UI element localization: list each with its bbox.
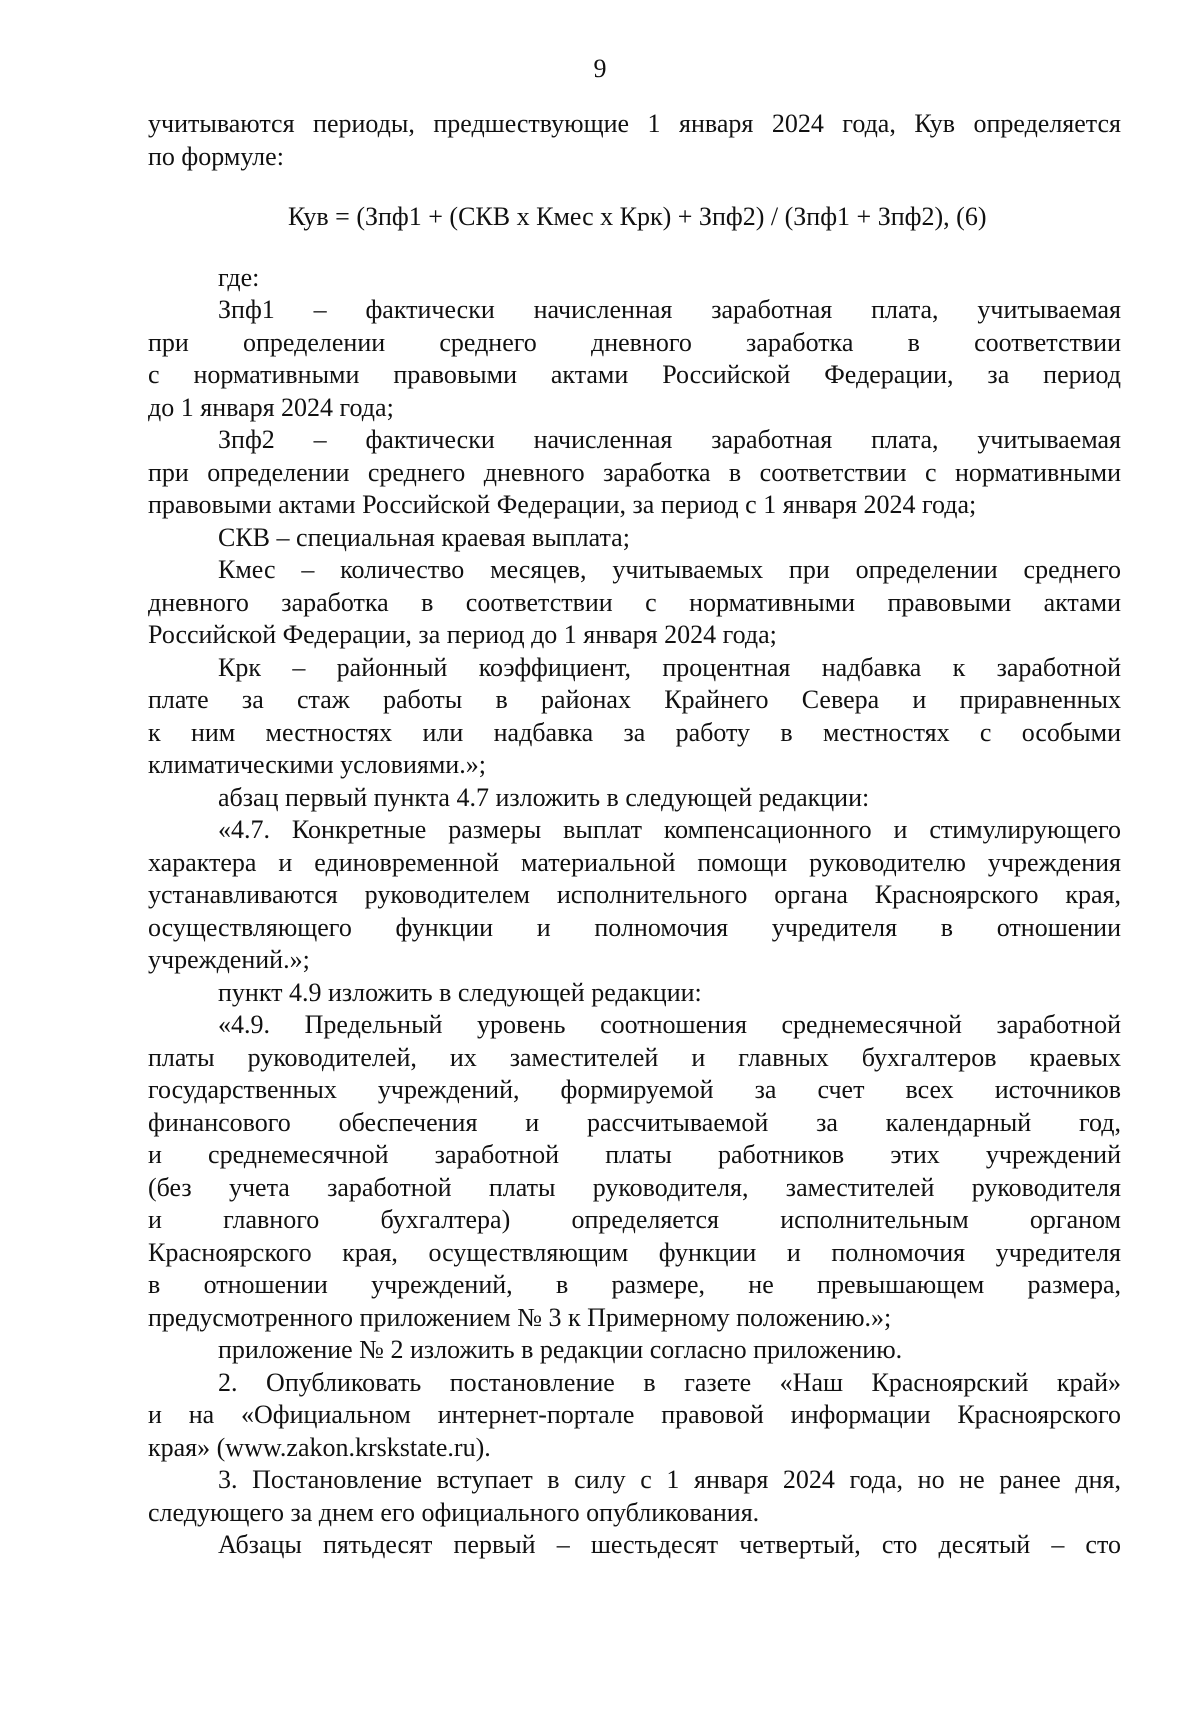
text-line: предусмотренного приложением № 3 к Примерному положению.»;	[148, 1302, 892, 1332]
paragraph-kmes-definition	[148, 554, 1121, 652]
paragraph-zpf1-definition	[148, 294, 1121, 424]
text-line: пункт 4.9 изложить в следующей редакции:	[218, 977, 702, 1007]
paragraph-item-4-9-intro	[148, 977, 1121, 1010]
formula-6: Кув = (Зпф1 + (СКВ х Кмес х Крк) + Зпф2) / (Зпф1 + Зпф2), (6)	[288, 202, 987, 231]
document-body	[148, 108, 1121, 1562]
paragraph-abzacy	[148, 1529, 1121, 1562]
paragraph-skv-definition	[148, 522, 1121, 555]
text-line: абзац первый пункта 4.7 изложить в следующей редакции:	[218, 782, 870, 812]
text-line: СКВ – специальная краевая выплата;	[218, 522, 630, 552]
paragraph-krk-definition	[148, 652, 1121, 782]
text-line: Кмес – количество месяцев, учитываемых при определении среднего	[218, 555, 1121, 584]
text-line: и на «Официальном интернет-портале правовой информации Красноярского	[148, 1400, 1121, 1429]
paragraph-item-4-7-intro	[148, 782, 1121, 815]
text-line: финансового обеспечения и рассчитываемой за календарный год,	[148, 1107, 1121, 1137]
text-line: «4.9. Предельный уровень соотношения среднемесячной заработной	[218, 1010, 1121, 1039]
text-line: Красноярского края, осуществляющим функции и полномочия учредителя	[148, 1237, 1121, 1267]
paragraph-item-3	[148, 1464, 1121, 1529]
text-line: приложение № 2 изложить в редакции согласно приложению.	[218, 1335, 903, 1364]
paragraph-intro	[148, 108, 1121, 173]
text-line: устанавливаются руководителем исполнительного органа Красноярского края,	[148, 880, 1121, 909]
text-line: Абзацы пятьдесят первый – шестьдесят четвертый, сто десятый – сто	[218, 1530, 1121, 1559]
text-line: плате за стаж работы в районах Крайнего Севера и приравненных	[148, 685, 1121, 714]
text-line: дневного заработка в соответствии с нормативными правовыми актами	[148, 587, 1121, 617]
text-line: Российской Федерации, за период до 1 января 2024 года;	[148, 620, 777, 649]
text-line: с нормативными правовыми актами Российской Федерации, за период	[148, 360, 1121, 389]
text-line: Зпф1 – фактически начисленная заработная плата, учитываемая	[218, 295, 1121, 324]
text-line: до 1 января 2024 года;	[148, 392, 394, 422]
text-line: Крк – районный коэффициент, процентная надбавка к заработной	[218, 652, 1121, 682]
text-line: к ним местностях или надбавка за работу в местностях с особыми	[148, 717, 1121, 747]
text-line: при определении среднего дневного заработка в соответствии с нормативными	[148, 457, 1121, 487]
text-line: и среднемесячной заработной платы работников этих учреждений	[148, 1140, 1121, 1169]
text-line: климатическими условиями.»;	[148, 750, 486, 779]
text-line: при определении среднего дневного заработка в соответствии	[148, 327, 1121, 357]
text-line: 2. Опубликовать постановление в газете «Наш Красноярский край»	[218, 1367, 1121, 1397]
paragraph-item-4-7	[148, 814, 1121, 977]
text-line: государственных учреждений, формируемой за счет всех источников	[148, 1075, 1121, 1104]
text-line: осуществляющего функции и полномочия учредителя в отношении	[148, 912, 1121, 942]
text-line: (без учета заработной платы руководителя, заместителей руководителя	[148, 1172, 1121, 1202]
text-line: следующего за днем его официального опубликования.	[148, 1497, 760, 1527]
paragraph-zpf2-definition	[148, 424, 1121, 522]
text-line: где:	[218, 262, 260, 292]
text-line: 3. Постановление вступает в силу с 1 января 2024 года, но не ранее дня,	[218, 1465, 1121, 1494]
text-line: и главного бухгалтера) определяется исполнительным органом	[148, 1205, 1121, 1234]
paragraph-where	[148, 262, 1121, 295]
text-line: учитываются периоды, предшествующие 1 января 2024 года, Кув определяется	[148, 109, 1121, 138]
text-line: в отношении учреждений, в размере, не превышающем размера,	[148, 1270, 1121, 1299]
text-line: «4.7. Конкретные размеры выплат компенсационного и стимулирующего	[218, 815, 1121, 844]
text-line: характера и единовременной материальной помощи руководителю учреждения	[148, 847, 1121, 877]
text-line: края» (www.zakon.krskstate.ru).	[148, 1432, 491, 1462]
text-line: правовыми актами Российской Федерации, за период с 1 января 2024 года;	[148, 490, 977, 519]
paragraph-item-4-9	[148, 1009, 1121, 1334]
paragraph-item-2	[148, 1367, 1121, 1465]
text-line: учреждений.»;	[148, 945, 310, 974]
paragraph-appendix-2	[148, 1334, 1121, 1367]
text-line: платы руководителей, их заместителей и главных бухгалтеров краевых	[148, 1042, 1121, 1072]
text-line: Зпф2 – фактически начисленная заработная плата, учитываемая	[218, 425, 1121, 454]
text-line: по формуле:	[148, 141, 284, 171]
page-number: 9	[593, 54, 607, 83]
